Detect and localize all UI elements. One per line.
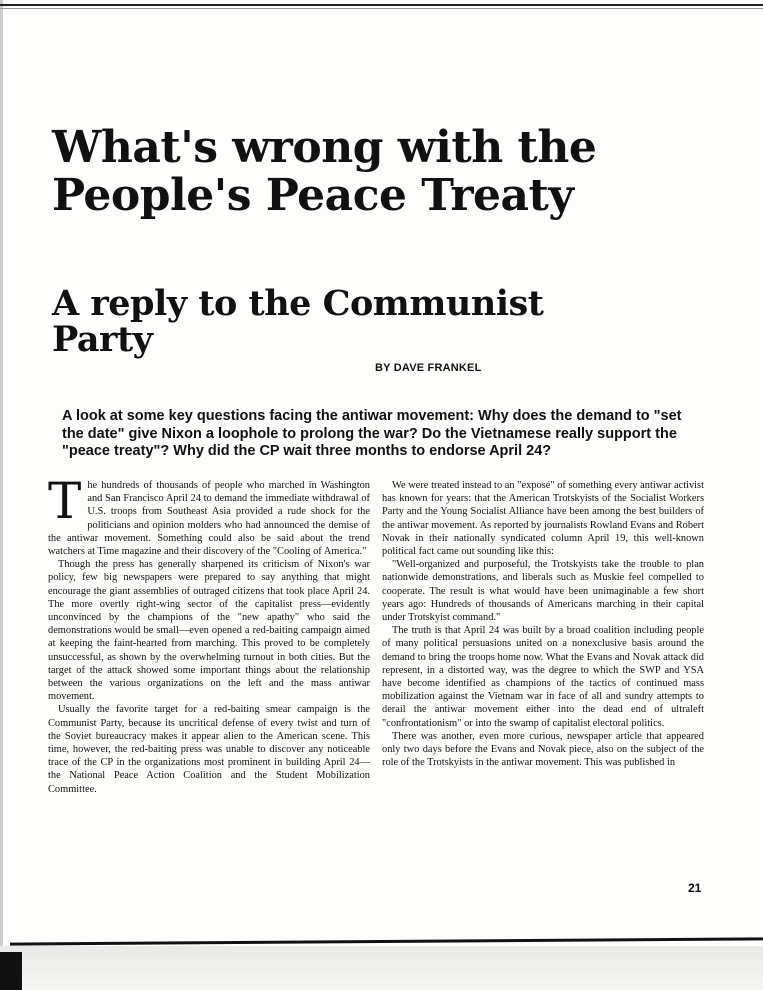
page-number: 21 — [688, 881, 702, 895]
article-subtitle: A reply to the Communist Party — [52, 283, 544, 360]
article-title: What's wrong with the People's Peace Treaty — [52, 122, 597, 221]
left-column — [48, 472, 370, 796]
page-bottom-shade — [0, 946, 763, 990]
top-rule-thin — [0, 8, 763, 9]
first-paragraph — [48, 472, 370, 558]
body-paragraph: There was another, even more curious, newspaper article that appeared only two days before the Evans and Novak piece, also on the subject of the role of the Trotskyists in the antiwar movement. This was published in — [382, 730, 704, 769]
intro-deck: A look at some key questions facing the antiwar movement: Why does the demand to "set the date" give Nixon a loophole to prolong the war? Do the Vietnamese really support the "peace treaty"? Why did the CP wait three months to endorse April 24? — [62, 408, 682, 459]
first-paragraph-text: he hundreds of thousands of people who marched in Washington and San Francisco April 24 to demand the immediate withdrawal of U.S. troops from Southeast Asia provided a rude shock for the politicians and opinion molders who had announced the demise of the antiwar movement. Something could also be said about the trend watchers at Time magazine and their discovery of the "Cooling of America." — [48, 480, 370, 558]
top-rule — [0, 4, 763, 6]
byline: BY DAVE FRANKEL — [375, 362, 482, 374]
right-column — [382, 479, 704, 769]
drop-cap: T — [48, 472, 82, 530]
body-paragraph: The truth is that April 24 was built by a broad coalition including people of many political persuasions united on a nonexclusive basis around the demand to bring the troops home now. What the Evans and Novak attack did represent, in a distorted way, was the degree to which the SWP and YSA have become identified as champions of the tactics of continued mass mobilization against the Vietnam war in face of all and sundry attempts to derail the antiwar movement either into the dead end of ultraleft "confrontationism" or into the swamp of capitalist electoral politics. — [382, 625, 704, 729]
page-edge — [0, 0, 3, 990]
page-corner-mark — [0, 952, 22, 990]
body-paragraph: Though the press has generally sharpened its criticism of Nixon's war policy, few big newspapers were prepared to say anything that might encourage the giant assemblies of outraged citizens that took place April 24. The more overtly right-wing sector of the capitalist press—evidently unconvinced by the champions of the "new apathy" who said the demonstrations would be small—even opened a red-baiting campaign aimed at keeping the faint-hearted from marching. This proved to be completely unsuccessful, as shown by the overwhelming turnout in both cities. But the target of the attack showed some important things about the relationship between the various organizations on the left and the mass antiwar movement. — [48, 559, 370, 703]
body-paragraph: We were treated instead to an "exposé" of something every antiwar activist has known for years: that the American Trotskyists of the Socialist Workers Party and the Young Socialist Alliance have been among the best builders of the antiwar movement. As reported by journalists Rowland Evans and Robert Novak in their nationally syndicated column April 19, this well-known political fact came out sounding like this: — [382, 480, 704, 558]
bottom-rule — [10, 937, 763, 945]
quote-paragraph: "Well-organized and purposeful, the Trotskyists take the trouble to plan nationwide demonstrations, and liberals such as Muskie feel compelled to cooperate. The result is what would have been unimaginable a few short years ago: Hundreds of thousands of Americans marching in their capital under Trotskyist command." — [382, 559, 704, 624]
body-paragraph: Usually the favorite target for a red-baiting smear campaign is the Communist Party, because its uncritical defense of every twist and turn of the Soviet bureaucracy makes it appear alien to the American scene. This time, however, the red-baiting press was unable to discover any noticeable trace of the CP in the organizations most prominent in building April 24—the National Peace Action Coalition and the Student Mobilization Committee. — [48, 704, 370, 795]
